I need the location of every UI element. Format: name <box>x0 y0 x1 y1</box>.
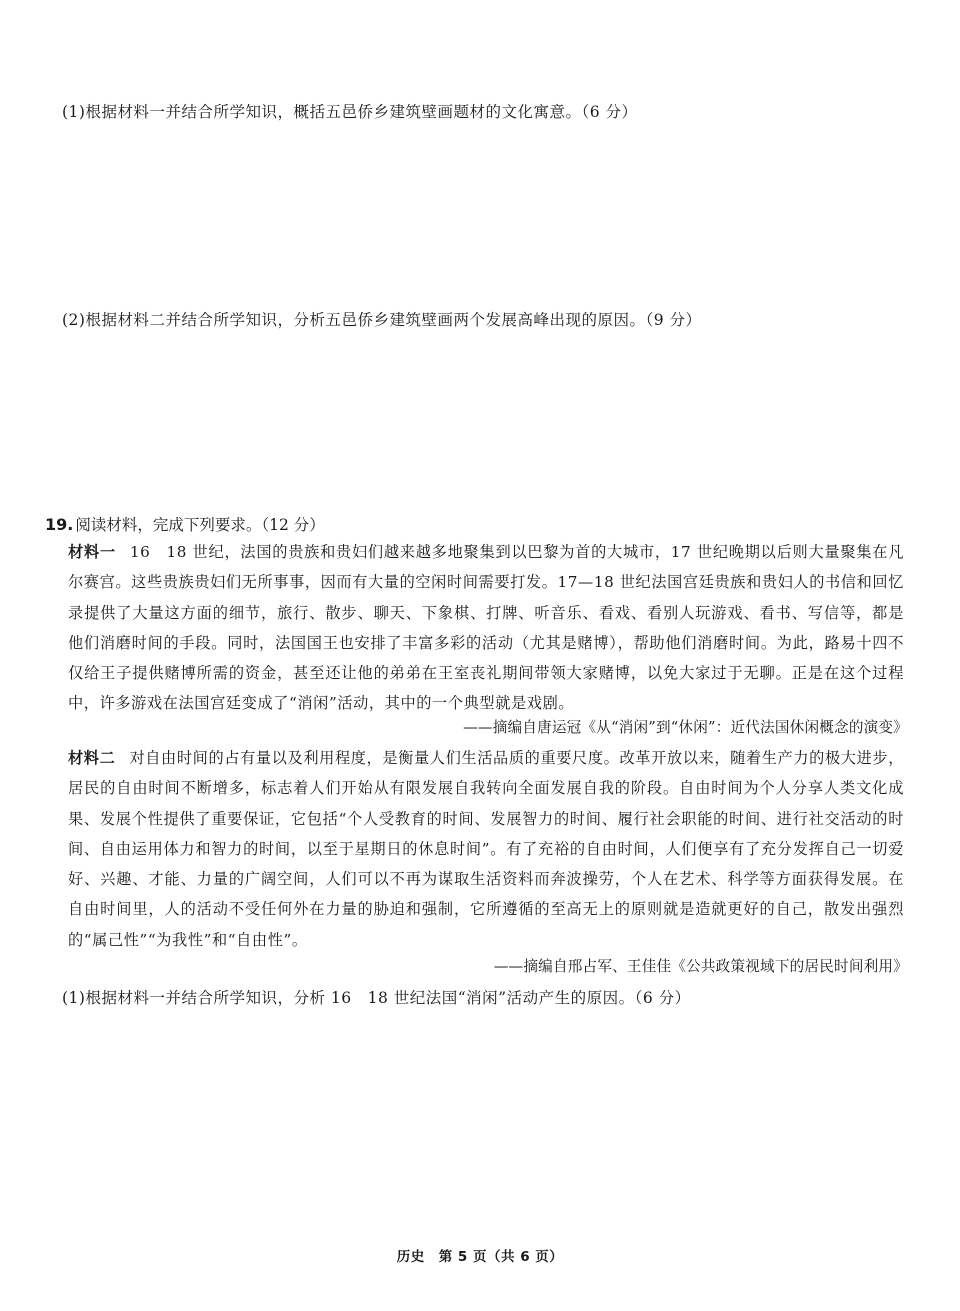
q18-subquestion-2: (2)根据材料二并结合所学知识，分析五邑侨乡建筑壁画两个发展高峰出现的原因。（9 分） <box>62 311 702 329</box>
material-2-label: 材料二 <box>68 749 116 767</box>
page-footer: 历史 第 5 页（共 6 页） <box>396 1249 564 1265</box>
q19-heading <box>45 513 325 535</box>
q19-number: 19. <box>45 515 74 534</box>
material-2-source: ——摘编自邢占军、王佳佳《公共政策视域下的居民时间利用》 <box>493 958 908 975</box>
material-1-text: 16 18 世纪，法国的贵族和贵妇们越来越多地聚集到以巴黎为首的大城市，17 世纪晚期以后则大量聚集在凡尔赛宫。这些贵族贵妇们无所事事，因而有大量的空闲时间需要打发。17—18 世纪法国宫廷贵族和贵妇人的书信和回忆录提供了大量这方面的细节，旅行、散步、聊天、下象棋、打牌、听音乐、看戏、看别人玩游戏、看书、写信等，都是他们消磨时间的手段。同时，法国国王也安排了丰富多彩的活动（尤其是赌博），帮助他们消磨时间。为此，路易十四不仅给王子提供赌博所需的资金，甚至还让他的弟弟在王室丧礼期间带领大家赌博，以免大家过于无聊。正是在这个过程中，许多游戏在法国宫廷变成了“消闲”活动，其中的一个典型就是戏剧。 <box>68 543 904 713</box>
q19-material-2 <box>68 743 904 955</box>
material-1-source: ——摘编自唐运冠《从“消闲”到“休闲”：近代法国休闲概念的演变》 <box>463 719 908 736</box>
q19-material-1 <box>68 537 904 719</box>
material-1-label: 材料一 <box>68 543 116 561</box>
material-2-text: 对自由时间的占有量以及利用程度，是衡量人们生活品质的重要尺度。改革开放以来，随着生产力的极大进步，居民的自由时间不断增多，标志着人们开始从有限发展自我转向全面发展自我的阶段。自由时间为个人分享人类文化成果、发展个性提供了重要保证，它包括“个人受教育的时间、发展智力的时间、履行社会职能的时间、进行社交活动的时间、自由运用体力和智力的时间，以至于星期日的休息时间”。有了充裕的自由时间，人们便享有了充分发挥自己一切爱好、兴趣、才能、力量的广阔空间，人们可以不再为谋取生活资料而奔波操劳，个人在艺术、科学等方面获得发展。在自由时间里，人的活动不受任何外在力量的胁迫和强制，它所遵循的至高无上的原则就是造就更好的自己，散发出强烈的“属己性”“为我性”和“自由性”。 <box>68 749 904 949</box>
q18-subquestion-1: (1)根据材料一并结合所学知识，概括五邑侨乡建筑壁画题材的文化寓意。（6 分） <box>62 103 638 121</box>
q19-instruction: 阅读材料，完成下列要求。（12 分） <box>75 516 325 534</box>
q19-subquestion-1: (1)根据材料一并结合所学知识，分析 16 18 世纪法国“消闲”活动产生的原因。（6 分） <box>62 989 691 1007</box>
